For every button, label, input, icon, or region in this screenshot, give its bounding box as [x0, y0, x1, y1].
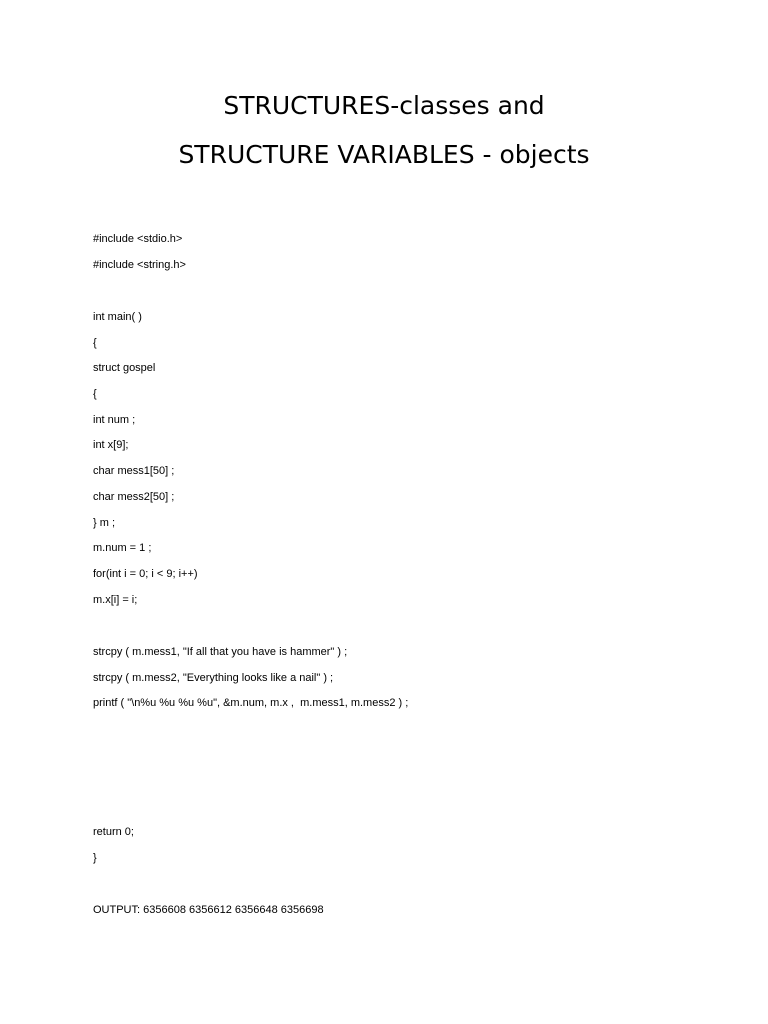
code-line-field-num: int num ;	[93, 414, 136, 426]
code-line-include-stdio: #include <stdio.h>	[93, 233, 183, 245]
code-line-field-x: int x[9];	[93, 439, 129, 451]
code-line-printf: printf ( "\n%u %u %u %u", &m.num, m.x , m.mess1, m.mess2 ) ;	[93, 697, 409, 709]
code-line-return: return 0;	[93, 826, 134, 838]
code-line-include-string: #include <string.h>	[93, 259, 186, 271]
output-line: OUTPUT: 6356608 6356612 6356648 6356698	[93, 904, 324, 916]
document-title-line-2: STRUCTURE VARIABLES - objects	[178, 140, 590, 169]
code-line-field-mess1: char mess1[50] ;	[93, 465, 175, 477]
code-line-strcpy-2: strcpy ( m.mess2, "Everything looks like a nail" ) ;	[93, 672, 334, 684]
code-line-struct-decl: struct gospel	[93, 362, 156, 374]
code-line-field-mess2: char mess2[50] ;	[93, 491, 175, 503]
code-line-open-main: {	[93, 337, 97, 349]
code-line-assign-num: m.num = 1 ;	[93, 542, 152, 554]
code-line-strcpy-1: strcpy ( m.mess1, "If all that you have is hammer" ) ;	[93, 646, 348, 658]
code-line-main-decl: int main( )	[93, 311, 142, 323]
code-line-open-struct: {	[93, 388, 97, 400]
document-title-line-1: STRUCTURES-classes and	[223, 91, 545, 120]
code-line-for-loop: for(int i = 0; i < 9; i++)	[93, 568, 198, 580]
code-line-close-main: }	[93, 852, 97, 864]
code-line-assign-x: m.x[i] = i;	[93, 594, 138, 606]
code-line-close-struct: } m ;	[93, 517, 116, 529]
